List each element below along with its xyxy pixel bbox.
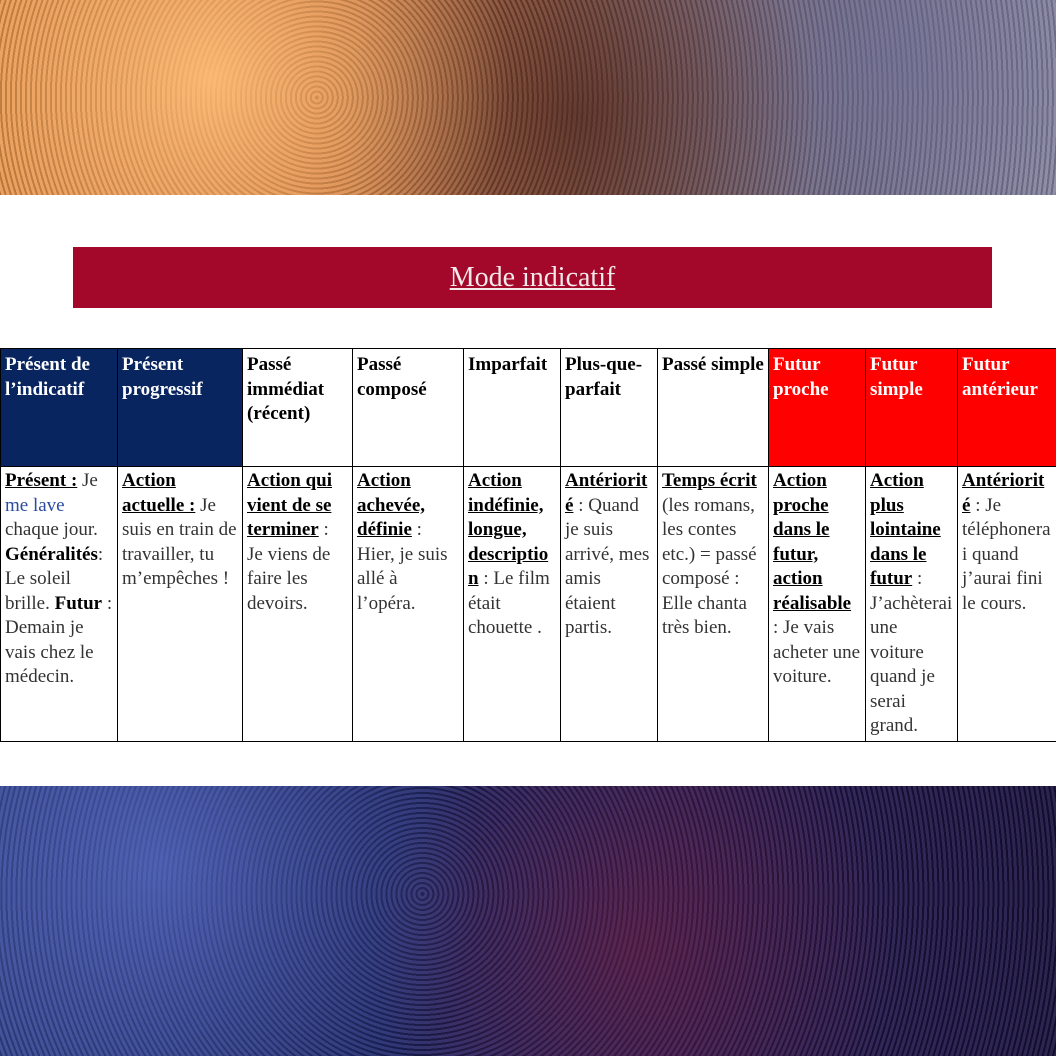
column-header: Futur antérieur: [958, 349, 1056, 467]
usage-label: Action proche dans le futur, action réalisable: [773, 470, 852, 614]
table-cell: [243, 467, 353, 742]
table-header-row: [1, 349, 1056, 467]
example-text: : Quand je suis arrivé, mes amis étaient partis.: [565, 494, 650, 638]
column-header: Futur simple: [866, 349, 958, 467]
title-banner: [73, 247, 992, 308]
column-header: Passé simple: [658, 349, 769, 467]
example-text: : Le film était chouette .: [468, 568, 550, 638]
column-header: Plus-que-parfait: [561, 349, 658, 467]
table-cell: [464, 467, 561, 742]
example-text: : Demain je vais chez le médecin.: [5, 592, 113, 687]
page-title: Mode indicatif: [449, 261, 616, 293]
example-text: Je: [77, 470, 98, 491]
usage-label: Action actuelle :: [122, 470, 196, 516]
column-header: Présent progressif: [118, 349, 243, 467]
usage-label: Action qui vient de se terminer: [247, 470, 332, 540]
textured-background-top: [0, 0, 1056, 195]
usage-label: Généralités: [5, 543, 98, 565]
textured-background-bottom: [0, 786, 1056, 1056]
usage-label: Futur: [54, 592, 103, 614]
table-cell: [866, 467, 958, 742]
example-text: me lave: [5, 494, 65, 516]
table-cell: [958, 467, 1056, 742]
conjugation-table: [0, 348, 1056, 742]
usage-label: Temps écrit: [662, 470, 757, 491]
example-text: : Hier, je suis allé à l’opéra.: [357, 519, 448, 614]
example-text: : Je viens de faire les devoirs.: [247, 519, 331, 614]
usage-label: Présent :: [5, 470, 78, 491]
table-cell: [118, 467, 243, 742]
column-header: Présent de l’indicatif: [1, 349, 118, 467]
table-cell: [658, 467, 769, 742]
column-header: Futur proche: [769, 349, 866, 467]
example-text: : Le soleil brille.: [5, 543, 104, 614]
example-text: : Je vais acheter une voiture.: [773, 617, 861, 687]
usage-label: Antériorité: [565, 470, 648, 516]
table-cell: [353, 467, 464, 742]
example-text: : Je téléphonerai quand j’aurai fini le cours.: [962, 494, 1051, 614]
table-cell: [769, 467, 866, 742]
example-text: (les romans, les contes etc.) = passé composé : Elle chanta très bien.: [662, 494, 757, 638]
column-header: Passé composé: [353, 349, 464, 467]
usage-label: Antériorité: [962, 470, 1045, 516]
column-header: Passé immédiat (récent): [243, 349, 353, 467]
table-body-row: [1, 467, 1056, 742]
column-header: Imparfait: [464, 349, 561, 467]
example-text: chaque jour.: [5, 519, 98, 540]
table-cell: [561, 467, 658, 742]
usage-label: Action plus lointaine dans le futur: [870, 470, 941, 589]
example-text: Je suis en train de travailler, tu m’empêches !: [122, 494, 237, 589]
usage-label: Action achevée, définie: [357, 470, 426, 540]
usage-label: Action indéfinie, longue, description: [468, 470, 549, 589]
table-cell: [1, 467, 118, 742]
example-text: : J’achèterai une voiture quand je serai grand.: [870, 568, 953, 736]
